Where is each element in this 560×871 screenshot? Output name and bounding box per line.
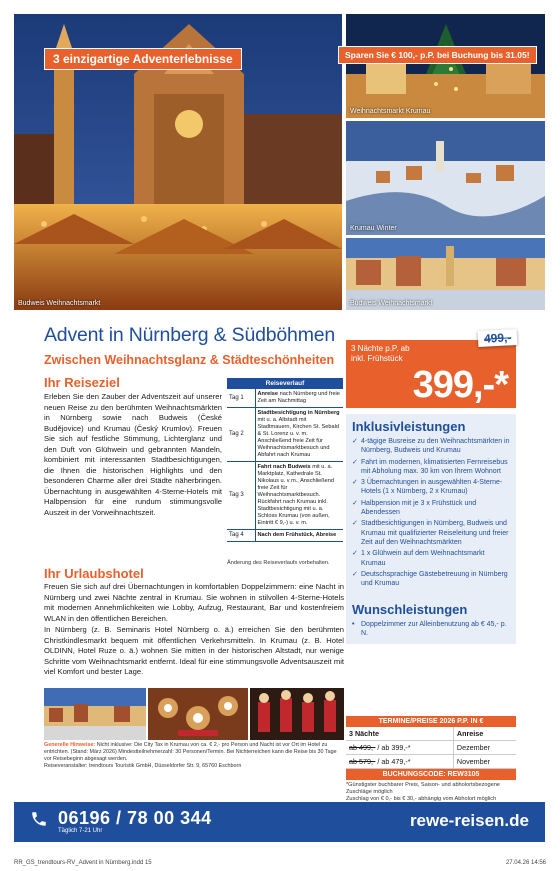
- photo-budweis-square: [346, 238, 545, 310]
- page-title: Advent in Nürnberg & Südböhmen: [44, 324, 336, 346]
- list-item: ✓ 3 Übernachtungen in ausgewählten 4-Sterne-Hotels (1 x Nürnberg, 2 x Krumau): [352, 479, 503, 496]
- included-services-panel: [346, 414, 516, 604]
- organizer-info: Reiseveranstalter: trendtours Touristik GmbH, Düsseldorfer Str. 9, 65760 Eschborn: [44, 763, 242, 769]
- photo-krumau-winter: [346, 121, 545, 235]
- table-row: ab 579,- / ab 479,-* November: [346, 755, 516, 769]
- bullet-icon: •: [352, 621, 355, 628]
- reiseziel-heading: Ihr Reiseziel: [44, 375, 120, 390]
- price-current: 399,-*: [412, 364, 508, 406]
- table-row: Tag 3 Fahrt nach Budweis mit u. a. Marktplatz, Kathedrale St. Nikolaus u. v m., Anschließend freie Zeit für Weihnachtsmarktbesuch. Rückfahrt nach Krumau inkl. Stadtbesichtigung mit u. a. Schloss Krumau (von außen, Eintritt € 9,-) u. v. m.: [227, 462, 343, 530]
- included-heading: Inklusivleistungen: [352, 419, 466, 434]
- general-notes: Generelle Hinweise: Nicht inklusive: Die City Tax in Krumau von ca. € 2,- pro Person und Nacht ist vor Ort im Hotel zu entrichten. (Stand: März 2026) Mindestteilnehmerzahl: 30 Personen/Termin. Bei Nichterreichen kann die Reise bis 30 Tage vor Reisebeginn abgesagt werden. Reiseveranstalter: trendtours Touristik GmbH, Düsseldorfer Str. 9, 65760 Eschborn: [44, 742, 337, 769]
- table-row: Tag 4 Nach dem Frühstück, Abreise: [227, 530, 343, 542]
- photo-christmas-market: [346, 14, 545, 118]
- website-link[interactable]: rewe-reisen.de: [409, 811, 529, 830]
- itinerary-table: [227, 378, 343, 542]
- check-icon: ✓: [352, 520, 358, 528]
- itinerary-note: Änderung des Reiseverlaufs vorbehalten.: [227, 560, 330, 566]
- print-slug-right: 27.04.26 14:56: [505, 860, 546, 866]
- banner-savings: Sparen Sie € 100,- p.P. bei Buchung bis 31.05!: [338, 46, 537, 64]
- list-item: ✓ Stadtbesichtigungen in Nürnberg, Budweis und Krumau mit qualifizierter Reiseleitung und freier Zeit auf den Weihnachtsmärkten: [352, 520, 509, 546]
- price-old: 499,-: [478, 329, 518, 347]
- photo-caption-krumau-winter: Krumau Winter: [350, 225, 397, 232]
- banner-adventures: 3 einzigartige Adventerlebnisse: [44, 48, 242, 70]
- optional-heading: Wunschleistungen: [352, 602, 468, 617]
- list-item: • Doppelzimmer zur Alleinbenutzung ab € 45,- p. N.: [352, 621, 507, 638]
- table-row: ab 499,- / ab 399,-* Dezember: [346, 741, 516, 755]
- phone-icon: [30, 810, 48, 828]
- photo-nutcrackers: [250, 688, 344, 740]
- booking-code: BUCHUNGSCODE: REW3105: [346, 769, 516, 780]
- hotel-heading: Ihr Urlaubshotel: [44, 566, 144, 581]
- check-icon: ✓: [352, 550, 358, 558]
- optional-services-panel: [346, 600, 516, 644]
- table-row: Tag 2 Stadtbesichtigung in Nürnberg mit u. a. Altstadt mit Stadtmauern, Kirchen St. Sebald & St. Lorenz u. v. m. Anschließend freie Zeit für Weihnachtsmarktbesuch und Abfahrt nach Krumau: [227, 408, 343, 462]
- check-icon: ✓: [352, 458, 358, 466]
- photo-market-square: [44, 688, 146, 740]
- hotel-text: Freuen Sie sich auf drei Übernachtungen in komfortablen Doppelzimmern: eine Nacht in Nürnberg und zwei Nächte zentral in Krumau. Sie wohnen in stilvollen 4-Sterne-Hotels mit modernen Annehmlichkeiten wie Lobby, Aufzug, Restaurant, Bar und kostenfreiem WLAN in den öffentlichen Bereichen.: [44, 582, 344, 623]
- check-icon: ✓: [352, 438, 358, 445]
- main-photo-caption: Budweis Weihnachtsmarkt: [18, 300, 101, 307]
- list-item: ✓ Halbpension mit je 3 x Frühstück und Abendessen: [352, 499, 477, 517]
- dates-prices-heading: TERMINE/PREISE 2026 P.P. IN €: [346, 716, 516, 727]
- photo-caption-budweis: Budweis Weihnachtsmarkt: [350, 300, 433, 307]
- list-item: ✓ Fahrt im modernen, klimatisierten Fernreisebus mit Abholung max. 30 km von Ihrem Wohnort: [352, 458, 508, 475]
- check-icon: ✓: [352, 499, 358, 507]
- photo-caption-krumau-market: Weihnachtsmarkt Krumau: [350, 108, 431, 115]
- hotel-text-2: In Nürnberg (z. B. Seminaris Hotel Nürnberg o. ä.) erreichen Sie den berühmten Christkindlesmarkt bequem mit öffentlichen Verkehrsmitteln. In Krumau (z. B. Hotel OLDINN, Hotel Ruze o. ä.) wohnen Sie mitten in der historischen Altstadt, nur wenige Schritte vom Weihnachtsmarkt entfernt. Ideal für eine stimmungsvolle Adventsauszeit mit viel Komfort und bester Lage.: [44, 625, 344, 676]
- page-subtitle: Zwischen Weihnachtsglanz & Städteschönheiten: [44, 353, 335, 367]
- price-box: [346, 340, 516, 408]
- phone-number[interactable]: 06196 / 78 00 344: [58, 808, 212, 828]
- dates-prices-table: TERMINE/PREISE 2026 P.P. IN € 3 Nächte Anreise ab 499,- / ab 399,-* Dezember ab 579,- / ab 479,-* November BUCHUNGSCODE: REW3105 *Günstigster buchbarer Preis, Saison- und abholortsbezogene Zuschläge möglich Zuschlag von € 0,- bis € 30,- abhängig vom Abholort möglich: [346, 716, 516, 803]
- footer-bar: [14, 802, 545, 842]
- print-slug-left: RR_GS_trendtours-RV_Advent in Nürnberg.indd 15: [14, 860, 152, 866]
- price-nights-label: 3 Nächte p.P. ab: [351, 344, 410, 353]
- price-footnote: *Günstigster buchbarer Preis, Saison- und abholortsbezogene Zuschläge möglich Zuschlag von € 0,- bis € 30,- abhängig vom Abholort möglich: [346, 782, 500, 802]
- reiseziel-text: Erleben Sie den Zauber der Adventszeit auf unserer neuen Reise zu den berühmten Weihnachtsmärkten in Nürnberg sowie nach Budweis (České Budějovice) und Krumau (Český Krumlov). Freuen Sie sich auf festliche Stimmung, Lichterglanz und den Duft von Glühwein und gebrannten Mandeln, kombiniert mit interessanten Stadtbesichtigungen, die Ihnen die historischen Highlights und den besonderen Charme aller drei Städte näherbringen. Übernachtung in ausgewählten 4-Sterne-Hotels mit Halbpension für eine rundum stimmungsvolle Auszeit in der Vorweihnachtszeit.: [44, 392, 222, 517]
- list-item: ✓ 4-tägige Busreise zu den Weihnachtsmärkten in Nürnberg, Budweis und Krumau: [352, 438, 510, 455]
- table-row: Tag 1 Anreise nach Nürnberg und freie Zeit am Nachmittag: [227, 389, 343, 408]
- list-item: ✓ Deutschsprachige Gästebetreuung in Nürnberg und Krumau: [352, 570, 508, 588]
- phone-hours: Täglich 7-21 Uhr: [58, 828, 103, 834]
- price-breakfast-label: inkl. Frühstück: [351, 354, 403, 363]
- itinerary-heading: Reiseverlauf: [227, 378, 343, 389]
- check-icon: ✓: [352, 479, 358, 487]
- check-icon: ✓: [352, 570, 358, 578]
- photo-gingerbread: [148, 688, 248, 740]
- list-item: ✓ 1 x Glühwein auf dem Weihnachtsmarkt Krumau: [352, 550, 485, 567]
